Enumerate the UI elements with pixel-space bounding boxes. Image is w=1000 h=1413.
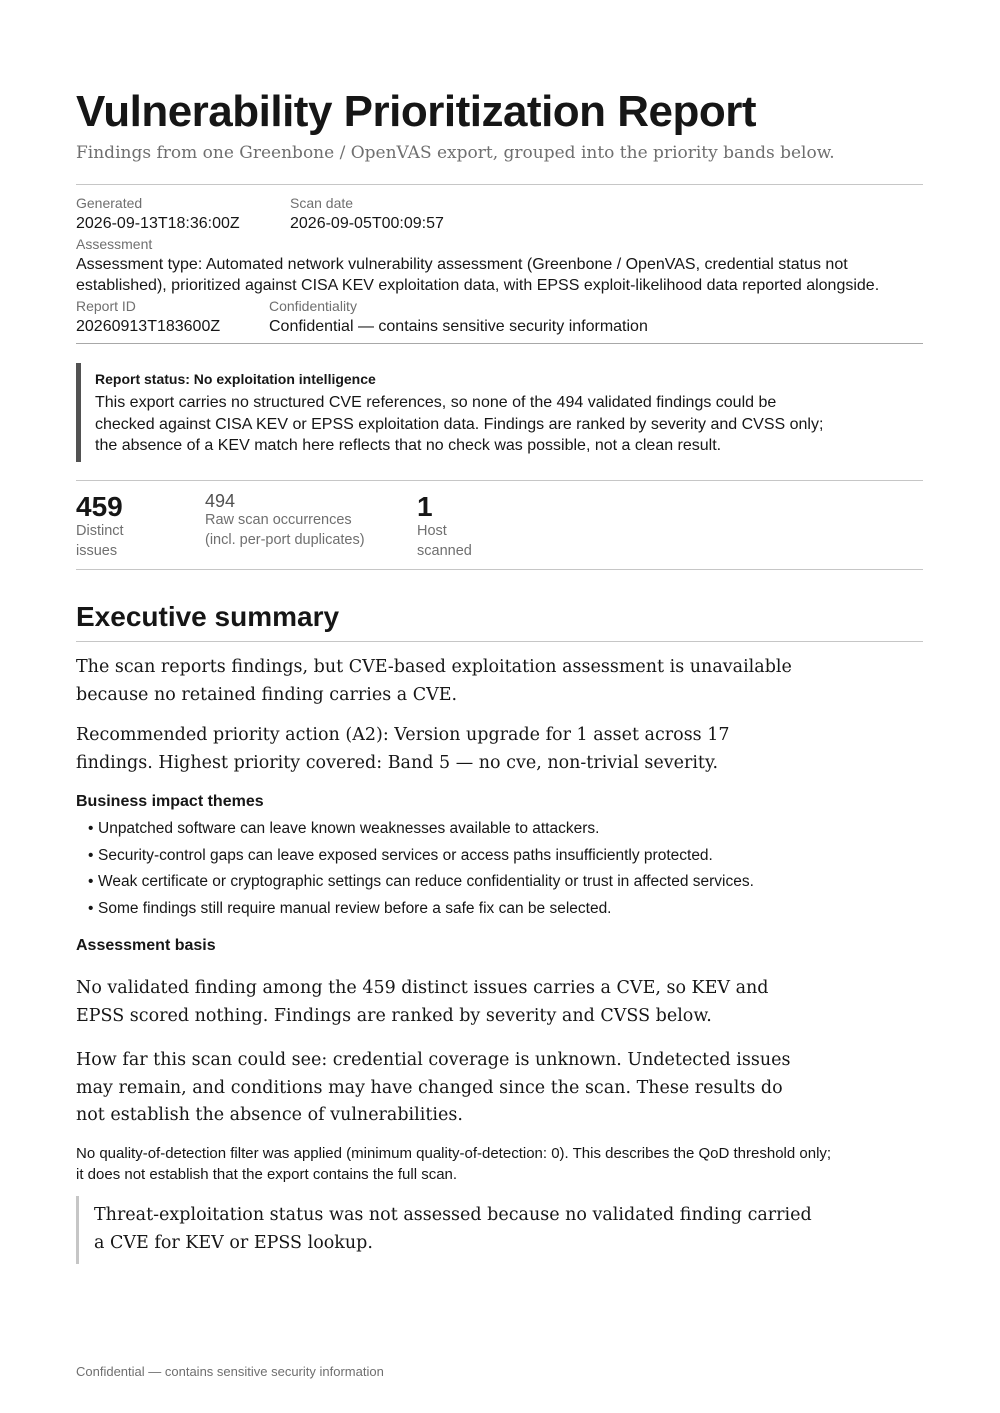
- business-impact-list: [88, 816, 754, 922]
- report-id-value: 20260913T183600Z: [76, 318, 221, 335]
- distinct-issues-value: 459: [76, 491, 123, 522]
- raw-occurrences-value: 494: [205, 491, 236, 511]
- scan-date-label: Scan date: [290, 195, 354, 211]
- summary-paragraph-1: The scan reports findings, but CVE-based exploitation assessment is unavailable because no retained finding carries a CVE.: [76, 657, 792, 705]
- assessment-value: Assessment type: Automated network vulnerability assessment (Greenbone / OpenVAS, credential status not established), prioritized against CISA KEV exploitation data, with EPSS exploit-likelihood data reported alongside.: [76, 256, 880, 294]
- report-id-label: Report ID: [76, 298, 136, 314]
- business-impact-heading: Business impact themes: [76, 793, 264, 810]
- list-item: • Unpatched software can leave known weaknesses available to attackers.: [88, 820, 600, 837]
- confidentiality-value: Confidential — contains sensitive security information: [269, 318, 648, 335]
- meta-divider: [76, 343, 923, 344]
- generated-value: 2026-09-13T18:36:00Z: [76, 215, 240, 232]
- executive-summary-heading: Executive summary: [76, 601, 340, 632]
- stats-bottom-divider: [76, 569, 923, 570]
- hosts-scanned-value: 1: [417, 491, 433, 522]
- assessment-label: Assessment: [76, 236, 153, 252]
- distinct-issues-label: Distinct issues: [76, 523, 124, 559]
- threat-status-quote: [76, 1196, 816, 1264]
- report-status-title: Report status: No exploitation intelligence: [95, 371, 376, 387]
- page-footer: Confidential — contains sensitive security information: [76, 1364, 384, 1379]
- report-status-text: This export carries no structured CVE references, so none of the 494 validated findings could be checked against CISA KEV or EPSS exploitation data. Findings are ranked by severity and CVSS only; the absence of a KEV match here reflects that no check was possible, not a clean result.: [95, 394, 824, 454]
- assessment-basis-paragraph-2: How far this scan could see: credential coverage is unknown. Undetected issues may remain, and conditions may have changed since the scan. These results do not establish the absence of vulnerabilities.: [76, 1050, 791, 1125]
- assessment-basis-paragraph-1: No validated finding among the 459 distinct issues carries a CVE, so KEV and EPSS scored nothing. Findings are ranked by severity and CVSS below.: [76, 978, 769, 1026]
- section-divider: [76, 641, 923, 642]
- hosts-scanned-label: Host scanned: [417, 523, 472, 559]
- confidentiality-label: Confidentiality: [269, 298, 357, 314]
- list-item: • Weak certificate or cryptographic settings can reduce confidentiality or trust in affected services.: [88, 873, 754, 890]
- stats-top-divider: [76, 480, 923, 481]
- raw-occurrences-label: Raw scan occurrences (incl. per-port duplicates): [205, 512, 365, 548]
- report-subtitle: Findings from one Greenbone / OpenVAS export, grouped into the priority bands below.: [76, 143, 835, 163]
- scan-date-value: 2026-09-05T00:09:57: [290, 215, 444, 232]
- header-divider: [76, 184, 923, 185]
- threat-status-text: Threat-exploitation status was not assessed because no validated finding carried a CVE for KEV or EPSS lookup.: [94, 1205, 812, 1253]
- list-item: • Some findings still require manual review before a safe fix can be selected.: [88, 899, 612, 917]
- list-item: • Security-control gaps can leave exposed services or access paths insufficiently protected.: [88, 846, 713, 864]
- report-title: Vulnerability Prioritization Report: [76, 87, 757, 136]
- report-status-callout: [76, 363, 836, 462]
- generated-label: Generated: [76, 195, 143, 211]
- summary-paragraph-2: Recommended priority action (A2): Version upgrade for 1 asset across 17 findings. Highest priority covered: Band 5 — no cve, non-trivial severity.: [76, 725, 730, 773]
- qod-note: No quality-of-detection filter was applied (minimum quality-of-detection: 0). This describes the QoD threshold only; it does not establish that the export contains the full scan.: [76, 1145, 832, 1183]
- assessment-basis-heading: Assessment basis: [76, 937, 216, 954]
